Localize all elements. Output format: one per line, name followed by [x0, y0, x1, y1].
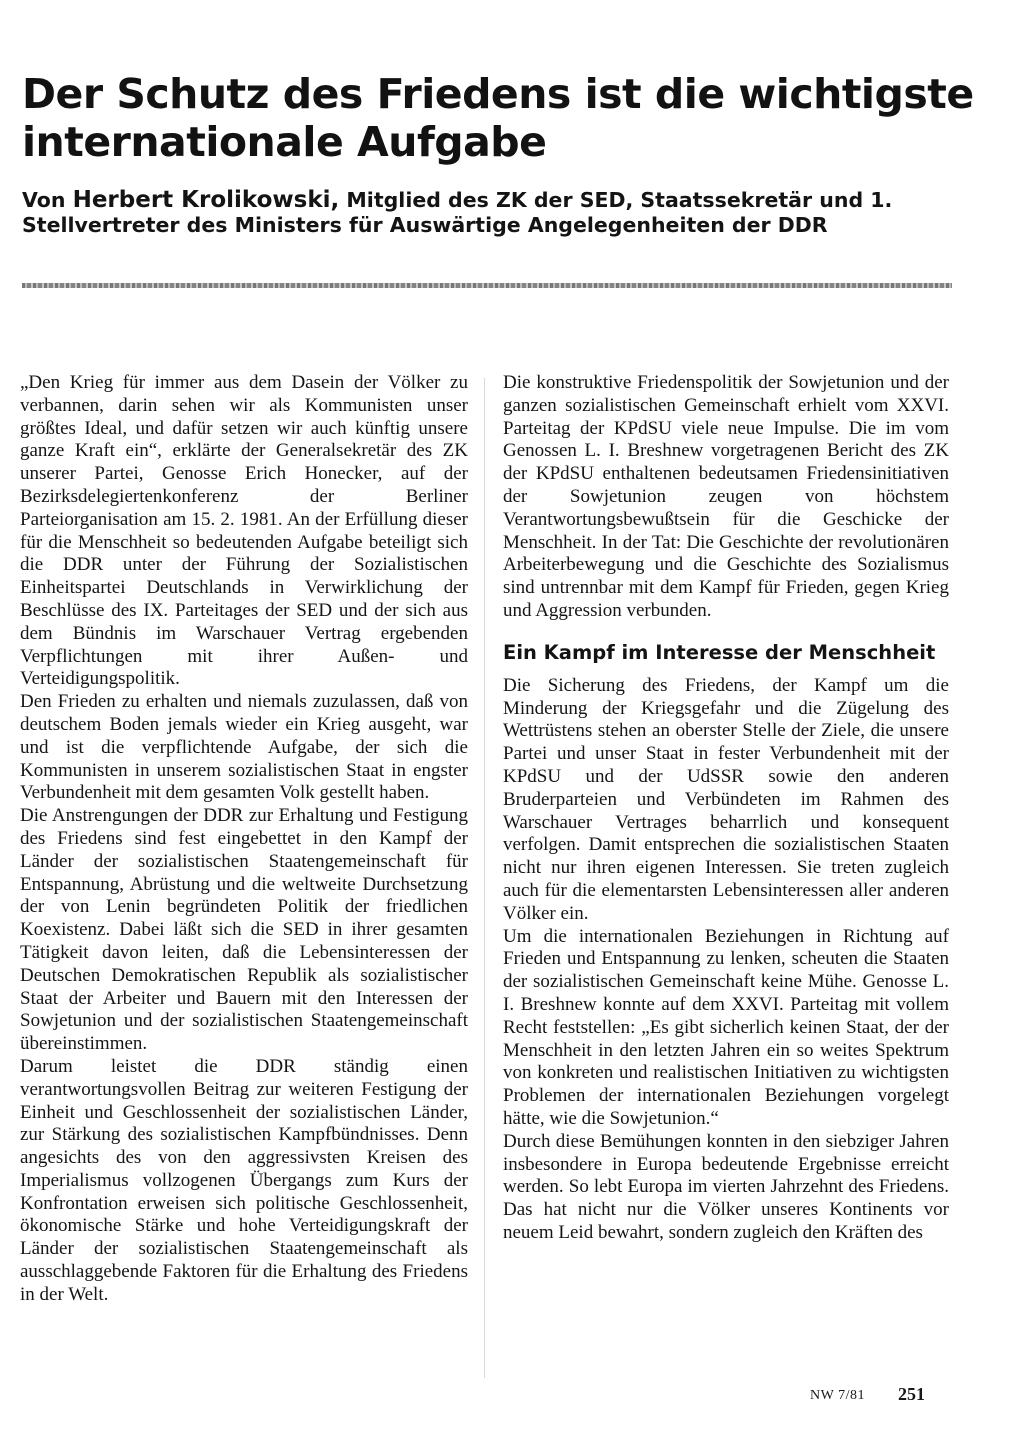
- paragraph: Darum leistet die DDR ständig einen verantwortungsvollen Beitrag zur weiteren Festigung der Einheit und Geschlossenheit der sozialistischen Länder, zur Stärkung des sozialistischen Kampfbündnisses. Denn angesichts des von den aggressivsten Kreisen des Imperialismus vollzogenen Übergangs zum Kurs der Konfrontation erweisen sich politische Geschlossenheit, ökonomische Stärke und hohe Verteidigungskraft der Länder der sozialistischen Staatengemeinschaft als ausschlaggebende Faktoren für die Erhaltung des Friedens in der Welt.: [20, 1055, 468, 1305]
- paragraph: Die Sicherung des Friedens, der Kampf um die Minderung der Kriegsgefahr und die Zügelung des Wettrüstens stehen an oberster Stelle der Ziele, die unsere Partei und unser Staat in fester Verbundenheit mit der KPdSU und der UdSSR sowie den anderen Bruderparteien und Verbündeten im Rahmen des Warschauer Vertrages beharrlich und konsequent verfolgen. Damit entsprechen die sozialistischen Staaten nicht nur ihren eigenen Interessen. Sie treten zugleich auch für die elementarsten Lebensinteressen aller anderen Völker ein.: [503, 674, 949, 924]
- right-column: [503, 372, 949, 1245]
- byline-author: Herbert Krolikowski,: [72, 187, 340, 213]
- paragraph: Die Anstrengungen der DDR zur Erhaltung und Festigung des Friedens sind fest eingebettet in den Kampf der Länder der sozialistischen Staatengemeinschaft für Entspannung, Abrüstung und die weltweite Durchsetzung der von Lenin begründeten Politik der friedlichen Koexistenz. Dabei läßt sich die SED in ihrer gesamten Tätigkeit davon leiten, daß die Lebensinteressen der Deutschen Demokratischen Republik als sozialistischer Staat der Arbeiter und Bauern mit den Interessen der Sowjetunion und der sozialistischen Staatengemeinschaft übereinstimmen.: [20, 805, 468, 1055]
- page-number: 251: [898, 1384, 925, 1404]
- paragraph: „Den Krieg für immer aus dem Dasein der Völker zu verbannen, darin sehen wir als Kommunisten unser größtes Ideal, und dafür setzen wir auch künftig unsere ganze Kraft ein“, erklärte der Generalsekretär des ZK unserer Partei, Genosse Erich Honecker, auf der Bezirksdelegiertenkonferenz der Berliner Parteiorganisation am 15. 2. 1981. An der Erfüllung dieser für die Menschheit so bedeutenden Aufgabe beteiligt sich die DDR unter der Führung der Sozialistischen Einheitspartei Deutschlands in Verwirklichung der Beschlüsse des IX. Parteitages der SED und der sich aus dem Bündnis im Warschauer Vertrag ergebenden Verpflichtungen mit ihrer Außen- und Verteidigungspolitik.: [20, 372, 468, 690]
- section-heading: Ein Kampf im Interesse der Menschheit: [503, 640, 936, 664]
- issue-label: NW 7/81: [810, 1388, 865, 1403]
- paragraph: Die konstruktive Friedenspolitik der Sowjetunion und der ganzen sozialistischen Gemeinschaft erhielt vom XXVI. Parteitag der KPdSU viele neue Impulse. Die im vom Genossen L. I. Breshnew vorgetragenen Bericht des ZK der KPdSU enthaltenen bedeutsamen Friedensinitiativen der Sowjetunion zeugen von höchstem Verantwortungsbewußtsein für die Geschicke der Menschheit. In der Tat: Die Geschichte der revolutionären Arbeiterbewegung und die Geschichte des Sozialismus sind untrennbar mit dem Kampf für Frieden, gegen Krieg und Aggression verbunden.: [503, 372, 949, 621]
- paragraph: Durch diese Bemühungen konnten in den siebziger Jahren insbesondere in Europa bedeutende Ergebnisse erreicht werden. So lebt Europa im vierten Jahrzehnt des Friedens. Das hat nicht nur die Völker unseres Kontinents vor neuem Leid bewahrt, sondern zugleich den Kräften des: [503, 1130, 949, 1243]
- paragraph: Um die internationalen Beziehungen in Richtung auf Frieden und Entspannung zu lenken, scheuten die Staaten der sozialistischen Gemeinschaft keine Mühe. Genosse L. I. Breshnew konnte auf dem XXVI. Parteitag mit vollem Recht feststellen: „Es gibt sicherlich keinen Staat, der der Menschheit in den letzten Jahren ein so weites Spektrum von konkreten und realistischen Initiativen zu wichtigsten Problemen der internationalen Beziehungen vorgelegt hätte, wie die Sowjetunion.“: [503, 925, 949, 1129]
- article-byline: [22, 188, 982, 238]
- byline-affiliation: Mitglied des ZK der SED, Staatssekretär und 1. Stellvertreter des Ministers für Auswärtige Angelegenheiten der DDR: [22, 188, 893, 237]
- column-divider: [484, 378, 485, 1378]
- paragraph: Den Frieden zu erhalten und niemals zuzulassen, daß von deutschem Boden jemals wieder ein Krieg ausgeht, war und ist die verpflichtende Aufgabe, der sich die Kommunisten in unserem sozialistischen Staat in engster Verbundenheit mit dem gesamten Volk gestellt haben.: [20, 691, 468, 804]
- article-title: Der Schutz des Friedens ist die wichtigste internationale Aufgabe: [22, 70, 974, 166]
- header-rule-divider: [22, 283, 952, 288]
- left-column: [20, 372, 468, 1307]
- byline-prefix: Von: [22, 188, 66, 212]
